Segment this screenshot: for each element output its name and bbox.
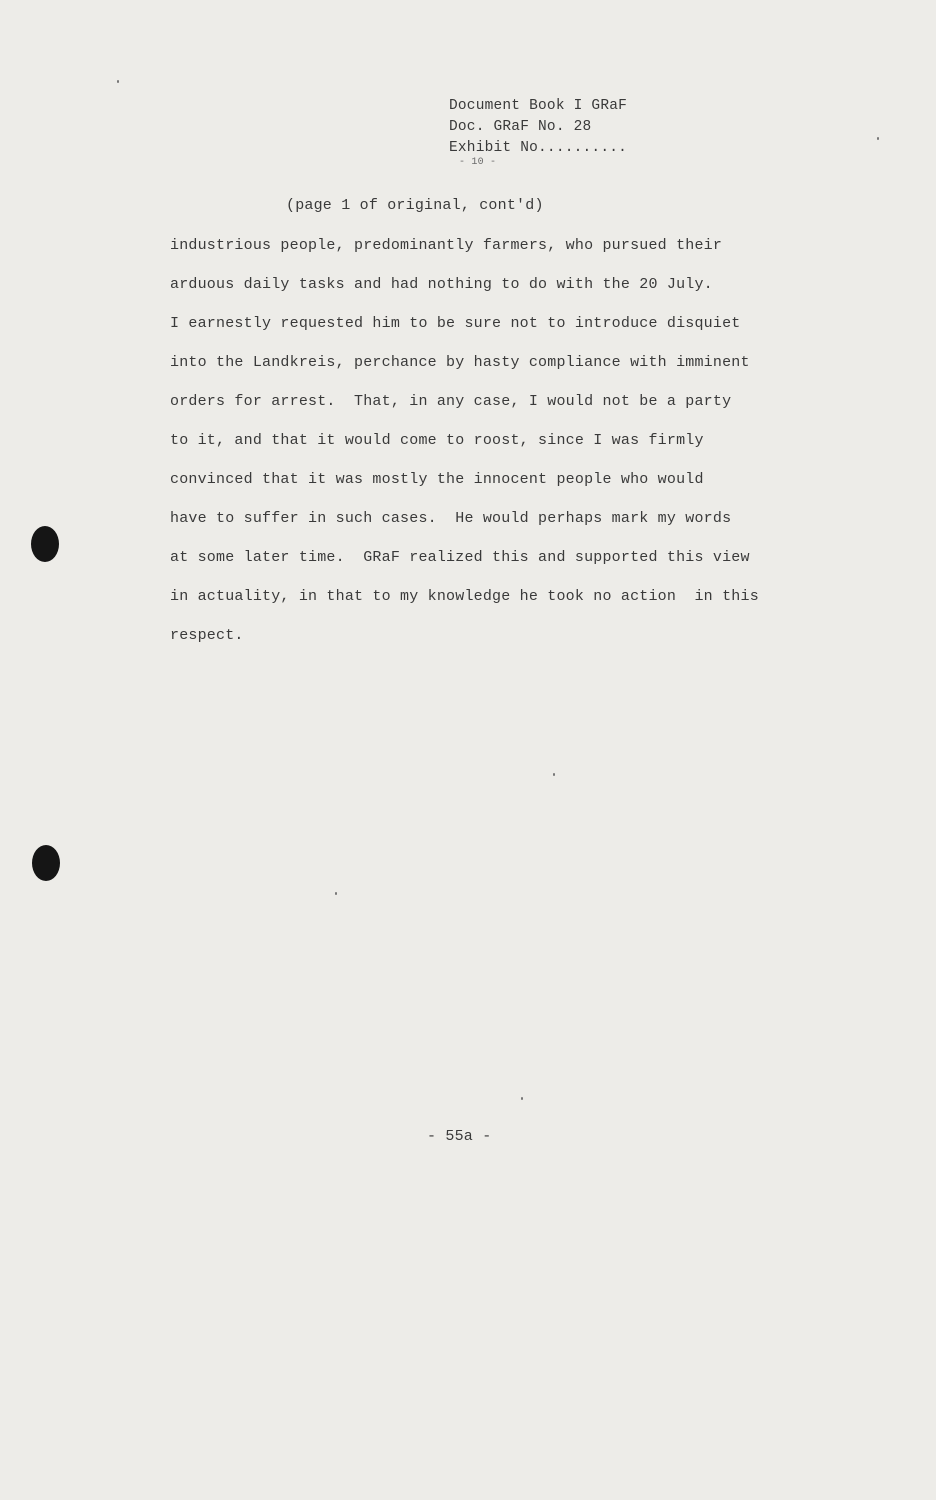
body-line: at some later time. GRaF realized this and supported this view	[170, 549, 750, 566]
body-line: to it, and that it would come to roost, since I was firmly	[170, 432, 704, 449]
document-header	[449, 96, 627, 167]
page-number: - 55a -	[427, 1128, 492, 1145]
body-line: arduous daily tasks and had nothing to do with the 20 July.	[170, 276, 713, 293]
paper-speck	[553, 773, 555, 776]
paper-speck	[877, 137, 879, 140]
body-line: I earnestly requested him to be sure not to introduce disquiet	[170, 315, 741, 332]
body-line: have to suffer in such cases. He would perhaps mark my words	[170, 510, 732, 527]
body-line: orders for arrest. That, in any case, I would not be a party	[170, 393, 732, 410]
body-text	[170, 234, 810, 663]
body-line: industrious people, predominantly farmers, who pursued their	[170, 237, 723, 254]
body-line: respect.	[170, 627, 244, 644]
page-marker: - 10 -	[459, 157, 497, 168]
body-line: into the Landkreis, perchance by hasty compliance with imminent	[170, 354, 750, 371]
paper-speck	[335, 892, 337, 895]
paper-speck	[521, 1097, 523, 1100]
document-book-label: Document Book I GRaF	[449, 98, 628, 114]
body-line: convinced that it was mostly the innocent people who would	[170, 471, 704, 488]
punch-hole-upper	[31, 526, 59, 562]
exhibit-number-label: Exhibit No..........	[449, 140, 628, 156]
punch-hole-lower	[32, 845, 60, 881]
paper-speck	[117, 80, 119, 83]
body-line: in actuality, in that to my knowledge he took no action in this	[170, 588, 759, 605]
document-number-label: Doc. GRaF No. 28	[449, 119, 592, 135]
page-continuation-note: (page 1 of original, cont'd)	[286, 197, 544, 214]
